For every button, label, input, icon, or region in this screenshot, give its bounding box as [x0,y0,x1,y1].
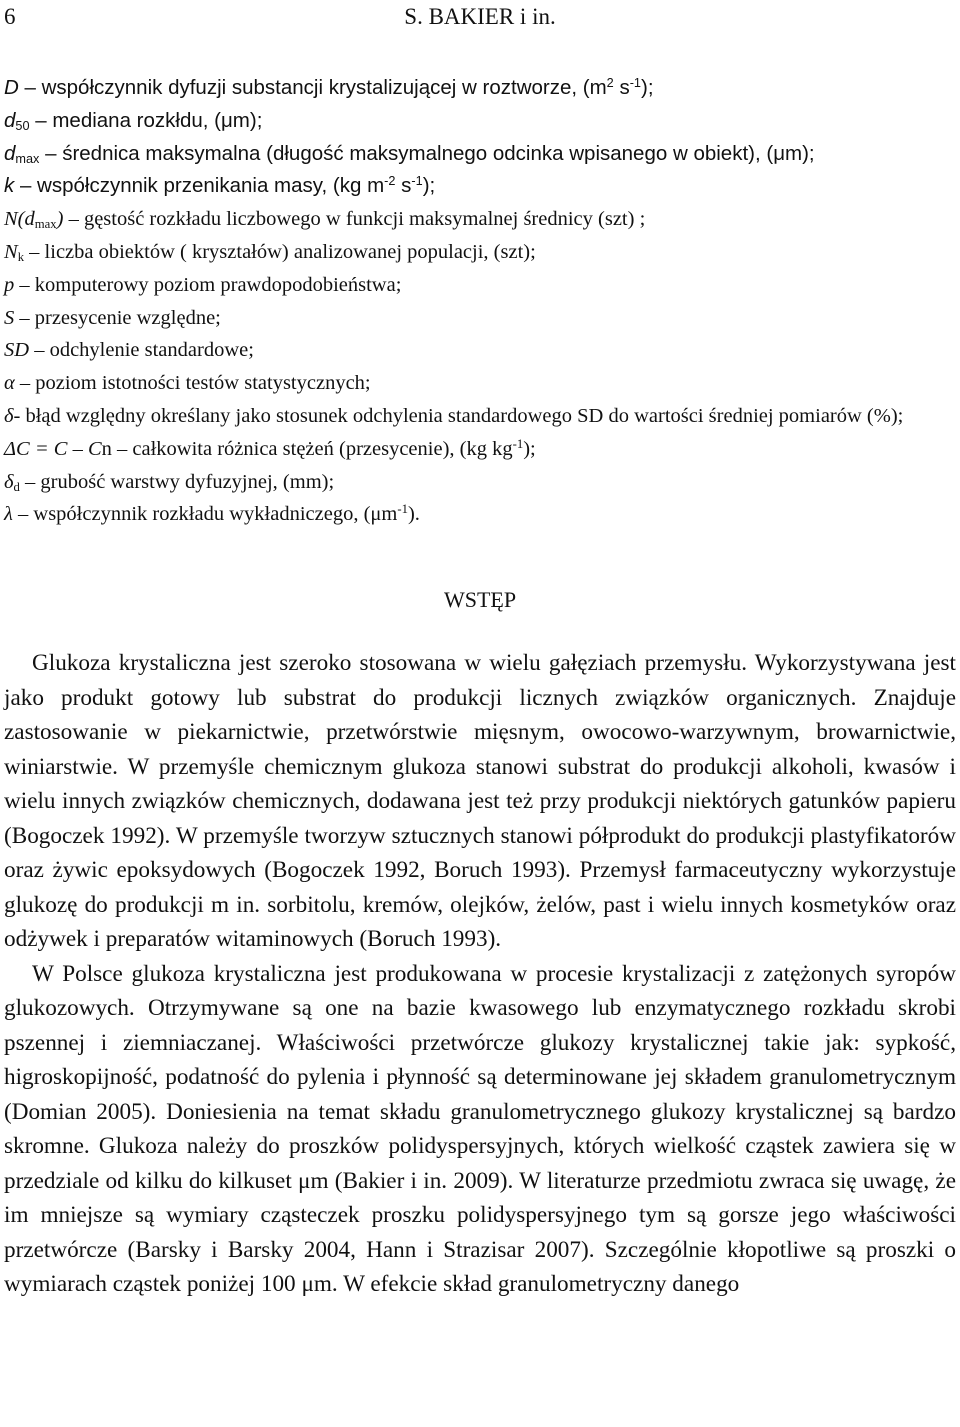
symbol-row-alpha: α – poziom istotności testów statystycznych; [4,372,371,395]
symbol-row-deltaC: ΔC = C – Cn – całkowita różnica stężeń (przesycenie), (kg $kg^{-1}$); [4,436,536,460]
page-number: 6 [4,4,16,29]
symbol-row-p: p – komputerowy poziom prawdopodobieństwa; [4,273,402,296]
symbol-row-D: D – współczynnik dyfuzji substancji krystalizującej w roztworze, ($m^2$ $s^{-1}$); [4,75,654,99]
symbol-row-Nk: $N_k$ – liczba obiektów ( kryształów) analizowanej populacji, (szt); [4,240,536,265]
paragraph: Glukoza krystaliczna jest szeroko stosowana w wielu gałęziach przemysłu. Wykorzystywana jest jako produkt gotowy lub substrat do produkcji licznych związków organicznych. Znajduje zastosowanie w piekarnictwie, przetwórstwie mięsnym, owocowo-warzywnym, browarnictwie, winiarstwie. W przemyśle chemicznym glukoza stanowi substrat do produkcji alkoholi, kwasów i wielu innych związków chemicznych, dodawana jest też przy produkcji niektórych gatunków papieru (Bogoczek 1992). W przemyśle tworzyw sztucznych stanowi półprodukt do produkcji plastyfikatorów oraz żywic epoksydowych (Bogoczek 1992, Boruch 1993). Przemysł farmaceutyczny wykorzystuje glukozę do produkcji m in. sorbitolu, kremów, olejków, żelów, past i wielu innych kosmetyków oraz odżywek i preparatów witaminowych (Boruch 1993). [4,650,956,952]
symbol-row-delta: δ- błąd względny określany jako stosunek odchylenia standardowego SD do wartości średniej pomiarów (%); [4,404,904,427]
symbol-row-S: S – przesycenie względne; [4,306,221,329]
symbol-row-d50: $d_{50}$ – mediana rozkłdu, (μm); [4,108,263,133]
running-title: S. BAKIER i in. [404,4,556,29]
symbol-row-delta-d: $\delta_d$ – grubość warstwy dyfuzyjnej, (mm); [4,470,335,494]
symbol-list [4,72,956,531]
paragraph: W Polsce glukoza krystaliczna jest produkowana w procesie krystalizacji z zatężonych syropów glukozowych. Otrzymywane są one na bazie kwasowego lub enzymatycznego rozkładu skrobi pszennej i ziemniaczanej. Właściwości przetwórcze glukozy krystalicznej takie jak: sypkość, higroskopijność, podatność do pylenia i płynność są determinowane jej składem granulometrycznym (Domian 2005). Doniesienia na temat składu granulometrycznego glukozy krystalicznej są bardzo skromne. Glukoza należy do proszków polidyspersyjnych, których wielkość cząstek zawiera się w przedziale od kilku do kilkuset μm (Bakier i in. 2009). W literaturze przedmiotu zwraca się uwagę, że im mniejsze są wymiary cząsteczek proszku polidyspersyjnego tym są gorsze jego właściwości przetwórcze (Barsky i Barsky 2004, Hann i Strazisar 2007). Szczególnie kłopotliwe są proszki o wymiarach cząstek poniżej 100 μm. W efekcie skład granulometryczny danego [4,960,956,1297]
symbol-row-lambda: λ – współczynnik rozkładu wykładniczego, $(\mu m^{-1})$. [4,502,420,526]
symbol-row-N: $N(d_{max})$ – gęstość rozkładu liczbowego w funkcji maksymalnej średnicy (szt) ; [4,208,646,232]
symbol-row-SD: SD – odchylenie standardowe; [4,339,254,362]
section-heading: WSTĘP [443,587,517,612]
running-header [4,4,956,36]
body-text [4,646,956,1302]
symbol-row-k: k – współczynnik przenikania masy, (kg $m^{-2}$ $s^{-1}$); [4,173,436,198]
symbol-row-dmax: $d_{max}$ – średnica maksymalna (długość maksymalnego odcinka wpisanego w obiekt), (μm); [4,141,815,166]
